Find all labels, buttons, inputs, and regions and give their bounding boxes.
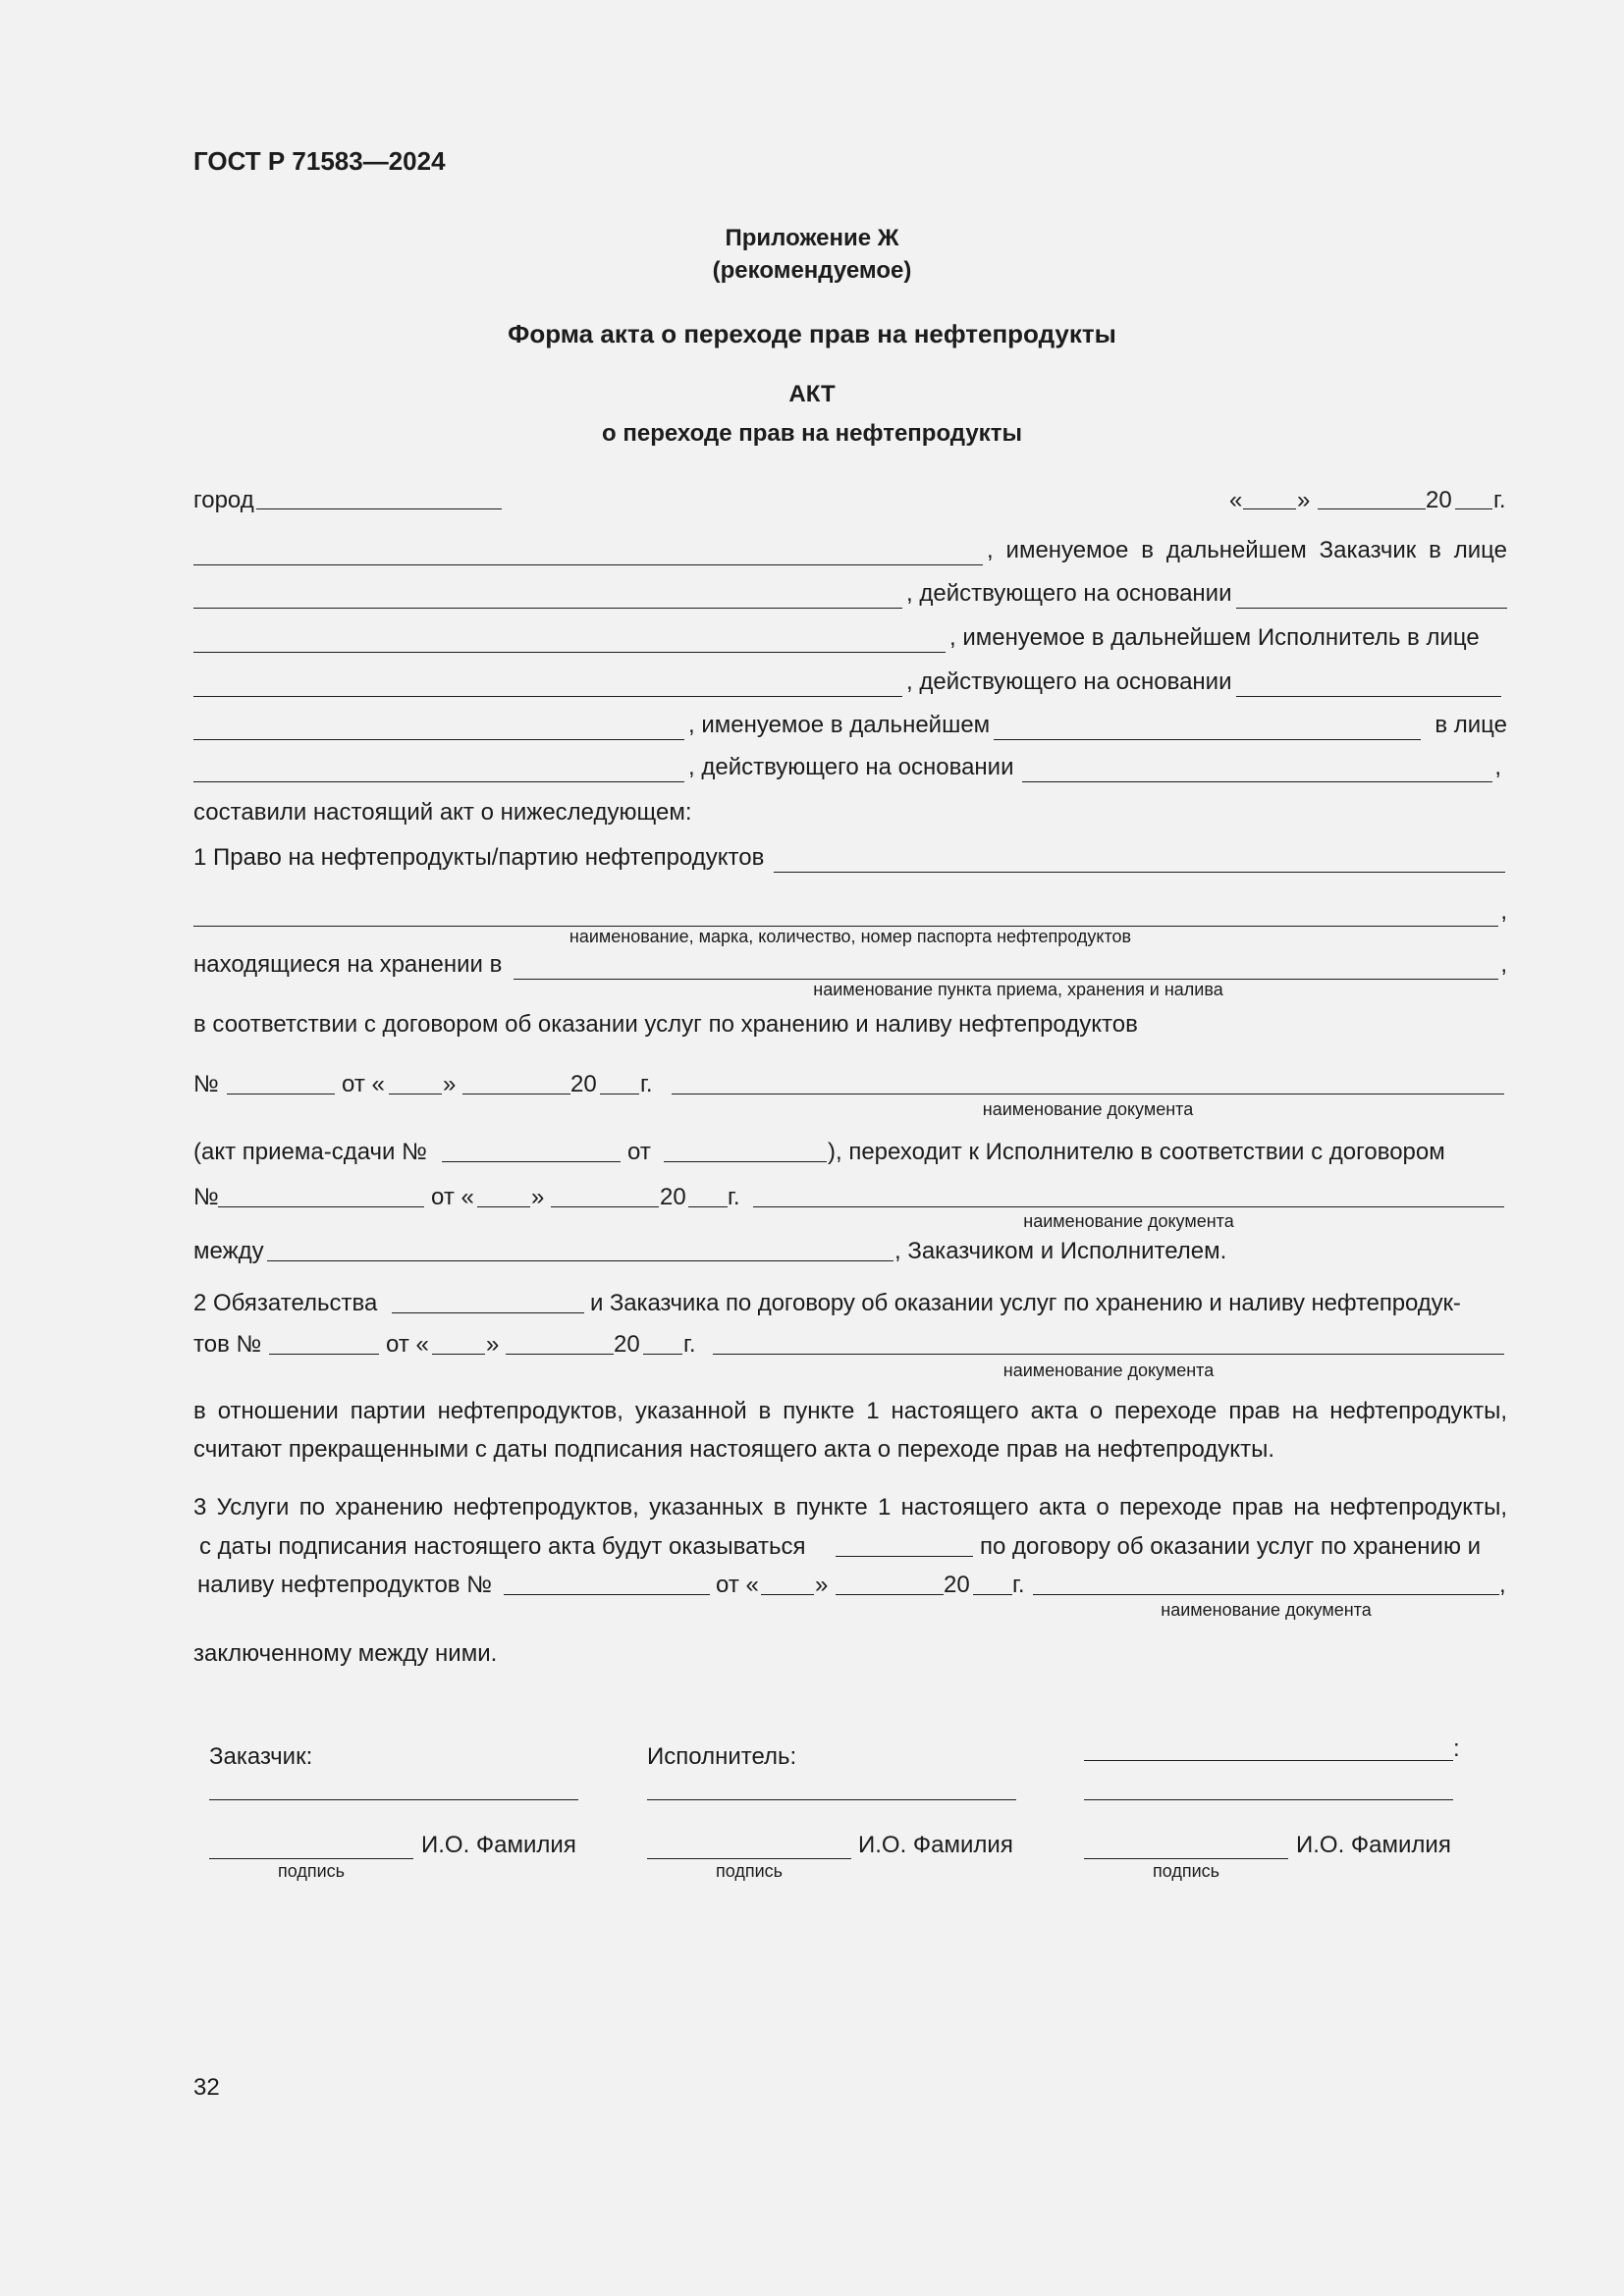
contractor-row (193, 623, 1507, 653)
contract-close-quote: » (443, 1071, 457, 1097)
products-field[interactable] (193, 904, 1498, 927)
act-title: АКТ (788, 381, 836, 407)
city-field[interactable] (256, 508, 502, 509)
products-row (193, 897, 1507, 927)
contract-from-label: от « (342, 1071, 385, 1097)
item1-text: 1 Право на нефтепродукты/партию нефтепродуктов (193, 844, 765, 871)
contract2-doc-hint: наименование документа (1023, 1211, 1234, 1231)
item3-close-quote: » (815, 1572, 829, 1598)
item2-doc-field[interactable] (713, 1354, 1504, 1355)
item2-year-prefix: 20 (614, 1331, 640, 1358)
date-day-field[interactable] (1243, 508, 1296, 509)
between-field[interactable] (267, 1260, 893, 1261)
customer-basis-text: , действующего на основании (906, 580, 1232, 607)
customer-row (193, 536, 1507, 565)
contract-year-prefix: 20 (570, 1071, 597, 1097)
item2-no-field[interactable] (269, 1354, 379, 1355)
act-open-text: (акт приема-сдачи № (193, 1139, 427, 1165)
item2-tov-label: тов № (193, 1331, 262, 1358)
third-party-row-text: , именуемое в дальнейшем (688, 712, 991, 738)
item3-year-suffix: г. (1012, 1572, 1025, 1598)
contractor-rep-field[interactable] (193, 674, 902, 697)
item3-from-label: от « (716, 1572, 759, 1598)
act-no-field[interactable] (442, 1161, 621, 1162)
act-close-text: ), переходит к Исполнителю в соответствии с договором (828, 1139, 1445, 1165)
page-number: 32 (193, 2074, 220, 2101)
third-party-role-title-field[interactable] (1084, 1760, 1453, 1761)
item1-row (193, 843, 1505, 873)
customer-basis-field[interactable] (1236, 586, 1508, 609)
contract-month-field[interactable] (462, 1094, 570, 1095)
item1-field[interactable] (774, 850, 1505, 873)
contractor-basis-field[interactable] (1236, 674, 1502, 697)
contract-day-field[interactable] (389, 1094, 442, 1095)
item2-year-suffix: г. (683, 1331, 696, 1358)
stored-row (193, 950, 1507, 980)
date-month-field[interactable] (1318, 508, 1426, 509)
item2-close-quote: » (486, 1331, 500, 1358)
third-party-role-field[interactable] (994, 718, 1421, 740)
contract-no-label: № (193, 1071, 219, 1097)
contract2-month-field[interactable] (551, 1206, 659, 1207)
contractor-org-field[interactable] (647, 1799, 1016, 1800)
item3-no-field[interactable] (504, 1594, 710, 1595)
third-party-basis-text: , действующего на основании (688, 754, 1014, 780)
between-label: между (193, 1238, 264, 1264)
date-year-field[interactable] (1455, 508, 1492, 509)
item3-doc-field[interactable] (1033, 1594, 1499, 1595)
item2-from-label: от « (386, 1331, 429, 1358)
contract-no-field[interactable] (227, 1094, 335, 1095)
comma: , (1494, 754, 1501, 780)
customer-name-label: И.О. Фамилия (421, 1832, 576, 1858)
act-from-text: от (627, 1139, 651, 1165)
item2-doc-hint: наименование документа (1002, 1361, 1215, 1380)
products-hint: наименование, марка, количество, номер паспорта нефтепродуктов (568, 927, 1132, 946)
contractor-name-label: И.О. Фамилия (858, 1832, 1013, 1858)
contract2-year-prefix: 20 (660, 1184, 686, 1210)
third-party-rep-field[interactable] (193, 760, 684, 782)
item3-line2-start: с даты подписания настоящего акта будут оказываться (199, 1533, 806, 1560)
contract2-day-field[interactable] (477, 1206, 530, 1207)
item2-day-field[interactable] (432, 1354, 485, 1355)
contractor-signature-label: Исполнитель: (647, 1743, 797, 1770)
customer-name-field[interactable] (193, 543, 983, 565)
date-close-quote: » (1297, 487, 1311, 513)
stored-text: находящиеся на хранении в (193, 951, 503, 978)
third-party-rep-row (193, 753, 1501, 782)
storage-point-field[interactable] (514, 957, 1498, 980)
customer-rep-field[interactable] (193, 586, 902, 609)
contract2-year-suffix: г. (728, 1184, 740, 1210)
comma: , (1499, 1572, 1506, 1598)
item3-party-field[interactable] (836, 1556, 973, 1557)
item2-year-field[interactable] (643, 1354, 682, 1355)
item2-start: 2 Обязательства (193, 1290, 378, 1316)
contract-doc-field[interactable] (672, 1094, 1504, 1095)
appendix-title: Приложение Ж (725, 225, 899, 251)
customer-signature-label: Заказчик: (209, 1743, 313, 1770)
between-end-text: , Заказчиком и Исполнителем. (894, 1238, 1227, 1264)
contract2-from-label: от « (431, 1184, 474, 1210)
standard-header: ГОСТ Р 71583—2024 (193, 146, 446, 176)
contract-doc-hint: наименование документа (982, 1099, 1194, 1119)
customer-row-text: , именуемое в дальнейшем Заказчик в лице (987, 537, 1507, 563)
item3-year-prefix: 20 (944, 1572, 970, 1598)
contract2-year-field[interactable] (688, 1206, 728, 1207)
item3-month-field[interactable] (836, 1594, 944, 1595)
third-party-name-field[interactable] (193, 718, 684, 740)
contractor-basis-text: , действующего на основании (906, 668, 1232, 695)
storage-point-hint: наименование пункта приема, хранения и налива (813, 980, 1223, 999)
contract-year-field[interactable] (600, 1094, 639, 1095)
concluded-text: заключенному между ними. (193, 1640, 498, 1667)
item3-day-field[interactable] (761, 1594, 814, 1595)
item2-party-field[interactable] (392, 1312, 584, 1313)
contractor-row-text: , именуемое в дальнейшем Исполнитель в лице (949, 624, 1480, 651)
contractor-name-field[interactable] (193, 630, 946, 653)
date-year-prefix: 20 (1426, 487, 1452, 513)
contractor-sign-hint: подпись (715, 1861, 784, 1881)
contract2-doc-field[interactable] (753, 1206, 1504, 1207)
third-party-basis-field[interactable] (1022, 760, 1493, 782)
date-year-suffix: г. (1493, 487, 1506, 513)
contractor-signature-field[interactable] (647, 1858, 851, 1859)
according-text: в соответствии с договором об оказании услуг по хранению и наливу нефтепродуктов (193, 1011, 1138, 1038)
item2-paragraph: в отношении партии нефтепродуктов, указанной в пункте 1 настоящего акта о переходе прав на нефтепродукты, считают прекращенными с даты подписания настоящего акта о переходе прав на нефтепродукты. (193, 1398, 1507, 1463)
date-open-quote: « (1229, 487, 1243, 513)
item3-year-field[interactable] (973, 1594, 1012, 1595)
item2-month-field[interactable] (506, 1354, 614, 1355)
contract2-close-quote: » (531, 1184, 545, 1210)
customer-signature-field[interactable] (209, 1858, 413, 1859)
comma: , (1500, 951, 1507, 978)
customer-sign-hint: подпись (277, 1861, 346, 1881)
third-party-row (193, 711, 1507, 740)
item2-text: и Заказчика по договору об оказании услуг по хранению и наливу нефтепродук- (590, 1290, 1461, 1316)
third-party-sign-hint: подпись (1152, 1861, 1220, 1881)
form-title: Форма акта о переходе прав на нефтепродукты (508, 319, 1116, 348)
act-date-field[interactable] (664, 1161, 827, 1162)
third-party-colon: : (1453, 1735, 1460, 1762)
third-party-name-label: И.О. Фамилия (1296, 1832, 1451, 1858)
item3-line1: 3 Услуги по хранению нефтепродуктов, указанных в пункте 1 настоящего акта о переходе прав на нефтепродукты, (193, 1494, 1507, 1521)
item3-line2-end: по договору об оказании услуг по хранению и (980, 1533, 1482, 1560)
contract2-no-field[interactable] (218, 1206, 424, 1207)
item3-doc-hint: наименование документа (1161, 1600, 1372, 1620)
customer-org-field[interactable] (209, 1799, 578, 1800)
appendix-status: (рекомендуемое) (712, 257, 912, 284)
third-party-in-person: в лице (1435, 712, 1507, 738)
contract2-no-label: № (193, 1184, 219, 1210)
customer-rep-row (193, 579, 1507, 609)
third-party-org-field[interactable] (1084, 1799, 1453, 1800)
comma: , (1500, 898, 1507, 925)
act-subtitle: о переходе прав на нефтепродукты (602, 420, 1022, 447)
contractor-rep-row (193, 667, 1501, 697)
third-party-signature-field[interactable] (1084, 1858, 1288, 1859)
city-label: город (193, 487, 254, 513)
composed-text: составили настоящий акт о нижеследующем: (193, 799, 692, 826)
contract-year-suffix: г. (640, 1071, 653, 1097)
item3-line3-start: наливу нефтепродуктов № (197, 1572, 492, 1598)
